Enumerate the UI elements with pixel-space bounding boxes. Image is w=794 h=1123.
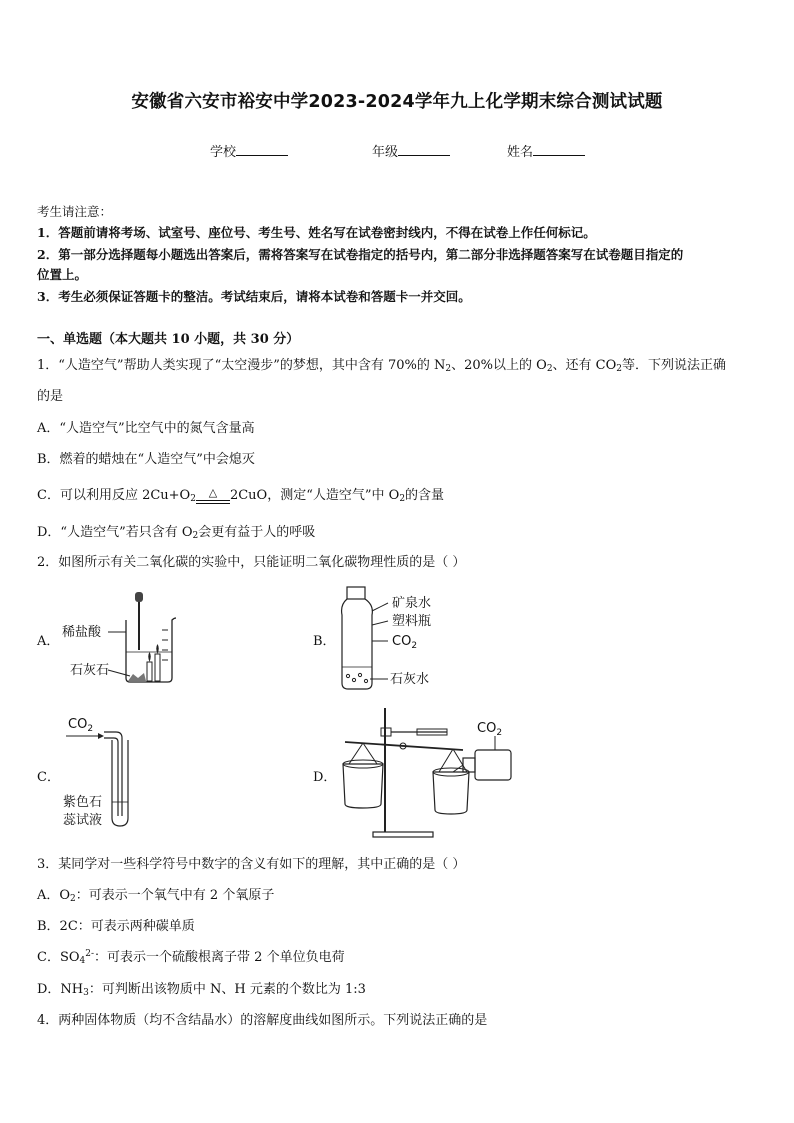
q3-option-d[interactable]: D．$NH_3$：可判断出该物质中 N、H 元素的个数比为 1:3 [37, 982, 366, 998]
label-co2-c: $CO_2$ [68, 717, 94, 734]
q2-option-d[interactable]: D． [313, 770, 337, 785]
q2-option-b[interactable]: B． [313, 634, 336, 649]
test-tube [112, 740, 128, 826]
limestone [128, 673, 146, 681]
q3-option-b[interactable]: B．2C：可表示两种碳单质 [37, 919, 195, 934]
q1-option-c[interactable]: C．可以利用反应 $2Cu+O_2$ △ 2CuO，测定“人造空气”中 $O_2$的含量 [37, 486, 445, 504]
q2-stem: 2．如图所示有关二氧化碳的实验中，只能证明二氧化碳物理性质的是（ ） [37, 555, 466, 570]
notice-item-2: 2．第一部分选择题每小题选出答案后，需将答案写在试卷指定的括号内，第二部分非选择题答案写在试卷题目指定的 [37, 247, 684, 262]
school-field[interactable] [210, 141, 288, 160]
grade-field[interactable] [372, 141, 450, 160]
figure-a-beaker [58, 590, 188, 685]
beaker [126, 618, 176, 682]
q2-option-c[interactable]: C． [37, 770, 60, 785]
left-bag [343, 764, 383, 808]
q3-stem: 3．某同学对一些科学符号中数字的含义有如下的理解，其中正确的是（ ） [37, 857, 466, 872]
name-field[interactable] [507, 141, 585, 160]
figure-b-bottle [330, 585, 450, 695]
page-title: 安徽省六安市裕安中学2023-2024学年九上化学期末综合测试试题 [131, 92, 663, 112]
bottle-cap [347, 587, 365, 599]
grade-label: 年级 [372, 145, 399, 160]
q1-option-d[interactable]: D．“人造空气”若只含有 $O_2$会更有益于人的呼吸 [37, 525, 316, 541]
dropper-bulb [135, 592, 143, 602]
label-litmus-1: 紫色石 [63, 795, 103, 810]
q4-stem: 4．两种固体物质（均不含结晶水）的溶解度曲线如图所示。下列说法正确的是 [37, 1013, 488, 1028]
name-blank[interactable] [533, 143, 585, 156]
q1-option-b[interactable]: B．燃着的蜡烛在“人造空气”中会熄灭 [37, 452, 255, 467]
q1-stem-cont: 的是 [37, 389, 64, 404]
heating-condition: △ [196, 488, 230, 503]
stand-base [373, 832, 433, 837]
notice-item-3: 3．考生必须保证答题卡的整洁。考试结束后，请将本试卷和答题卡一并交回。 [37, 289, 471, 304]
label-plastic-bottle: 塑料瓶 [392, 614, 432, 629]
grade-blank[interactable] [398, 143, 450, 156]
q1-stem: 1．“人造空气”帮助人类实现了“太空漫步”的梦想，其中含有 70%的 $N_2$、20%以上的 $O_2$、还有 $CO_2$等．下列说法正确 [37, 358, 727, 374]
section-heading: 一、单选题（本大题共 10 小题，共 30 分） [37, 332, 300, 347]
school-label: 学校 [210, 145, 237, 160]
name-label: 姓名 [507, 145, 534, 160]
label-limestone: 石灰石 [70, 663, 110, 678]
notice-item-1: 1．答题前请将考场、试室号、座位号、考生号、姓名写在试卷密封线内，不得在试卷上作任何标记。 [37, 225, 596, 240]
right-bag [433, 772, 469, 814]
notice-heading: 考生请注意： [37, 204, 113, 219]
delivery-tube [104, 732, 122, 816]
candle [155, 654, 160, 681]
figure-c-test-tube [58, 712, 148, 832]
q2-option-a[interactable]: A． [37, 634, 60, 649]
figure-d-balance [335, 706, 525, 841]
q1-option-a[interactable]: A．“人造空气”比空气中的氮气含量高 [37, 421, 255, 436]
label-litmus-2: 蕊试液 [63, 813, 103, 828]
candle-short [147, 662, 152, 681]
school-blank[interactable] [236, 143, 288, 156]
q3-option-a[interactable]: A．$O_2$：可表示一个氧气中有 2 个氧原子 [37, 888, 275, 904]
notice-item-2-cont: 位置上。 [37, 267, 88, 282]
co2-bottle [475, 750, 511, 780]
label-dilute-hcl: 稀盐酸 [62, 625, 102, 640]
label-co2-d: $CO_2$ [477, 721, 503, 738]
label-limewater: 石灰水 [390, 672, 430, 687]
q3-option-c[interactable]: C．$SO_4^{2-}$：可表示一个硫酸根离子带 2 个单位负电荷 [37, 949, 345, 966]
label-mineral-water: 矿泉水 [392, 596, 432, 611]
label-co2-b: $CO_2$ [392, 634, 418, 651]
